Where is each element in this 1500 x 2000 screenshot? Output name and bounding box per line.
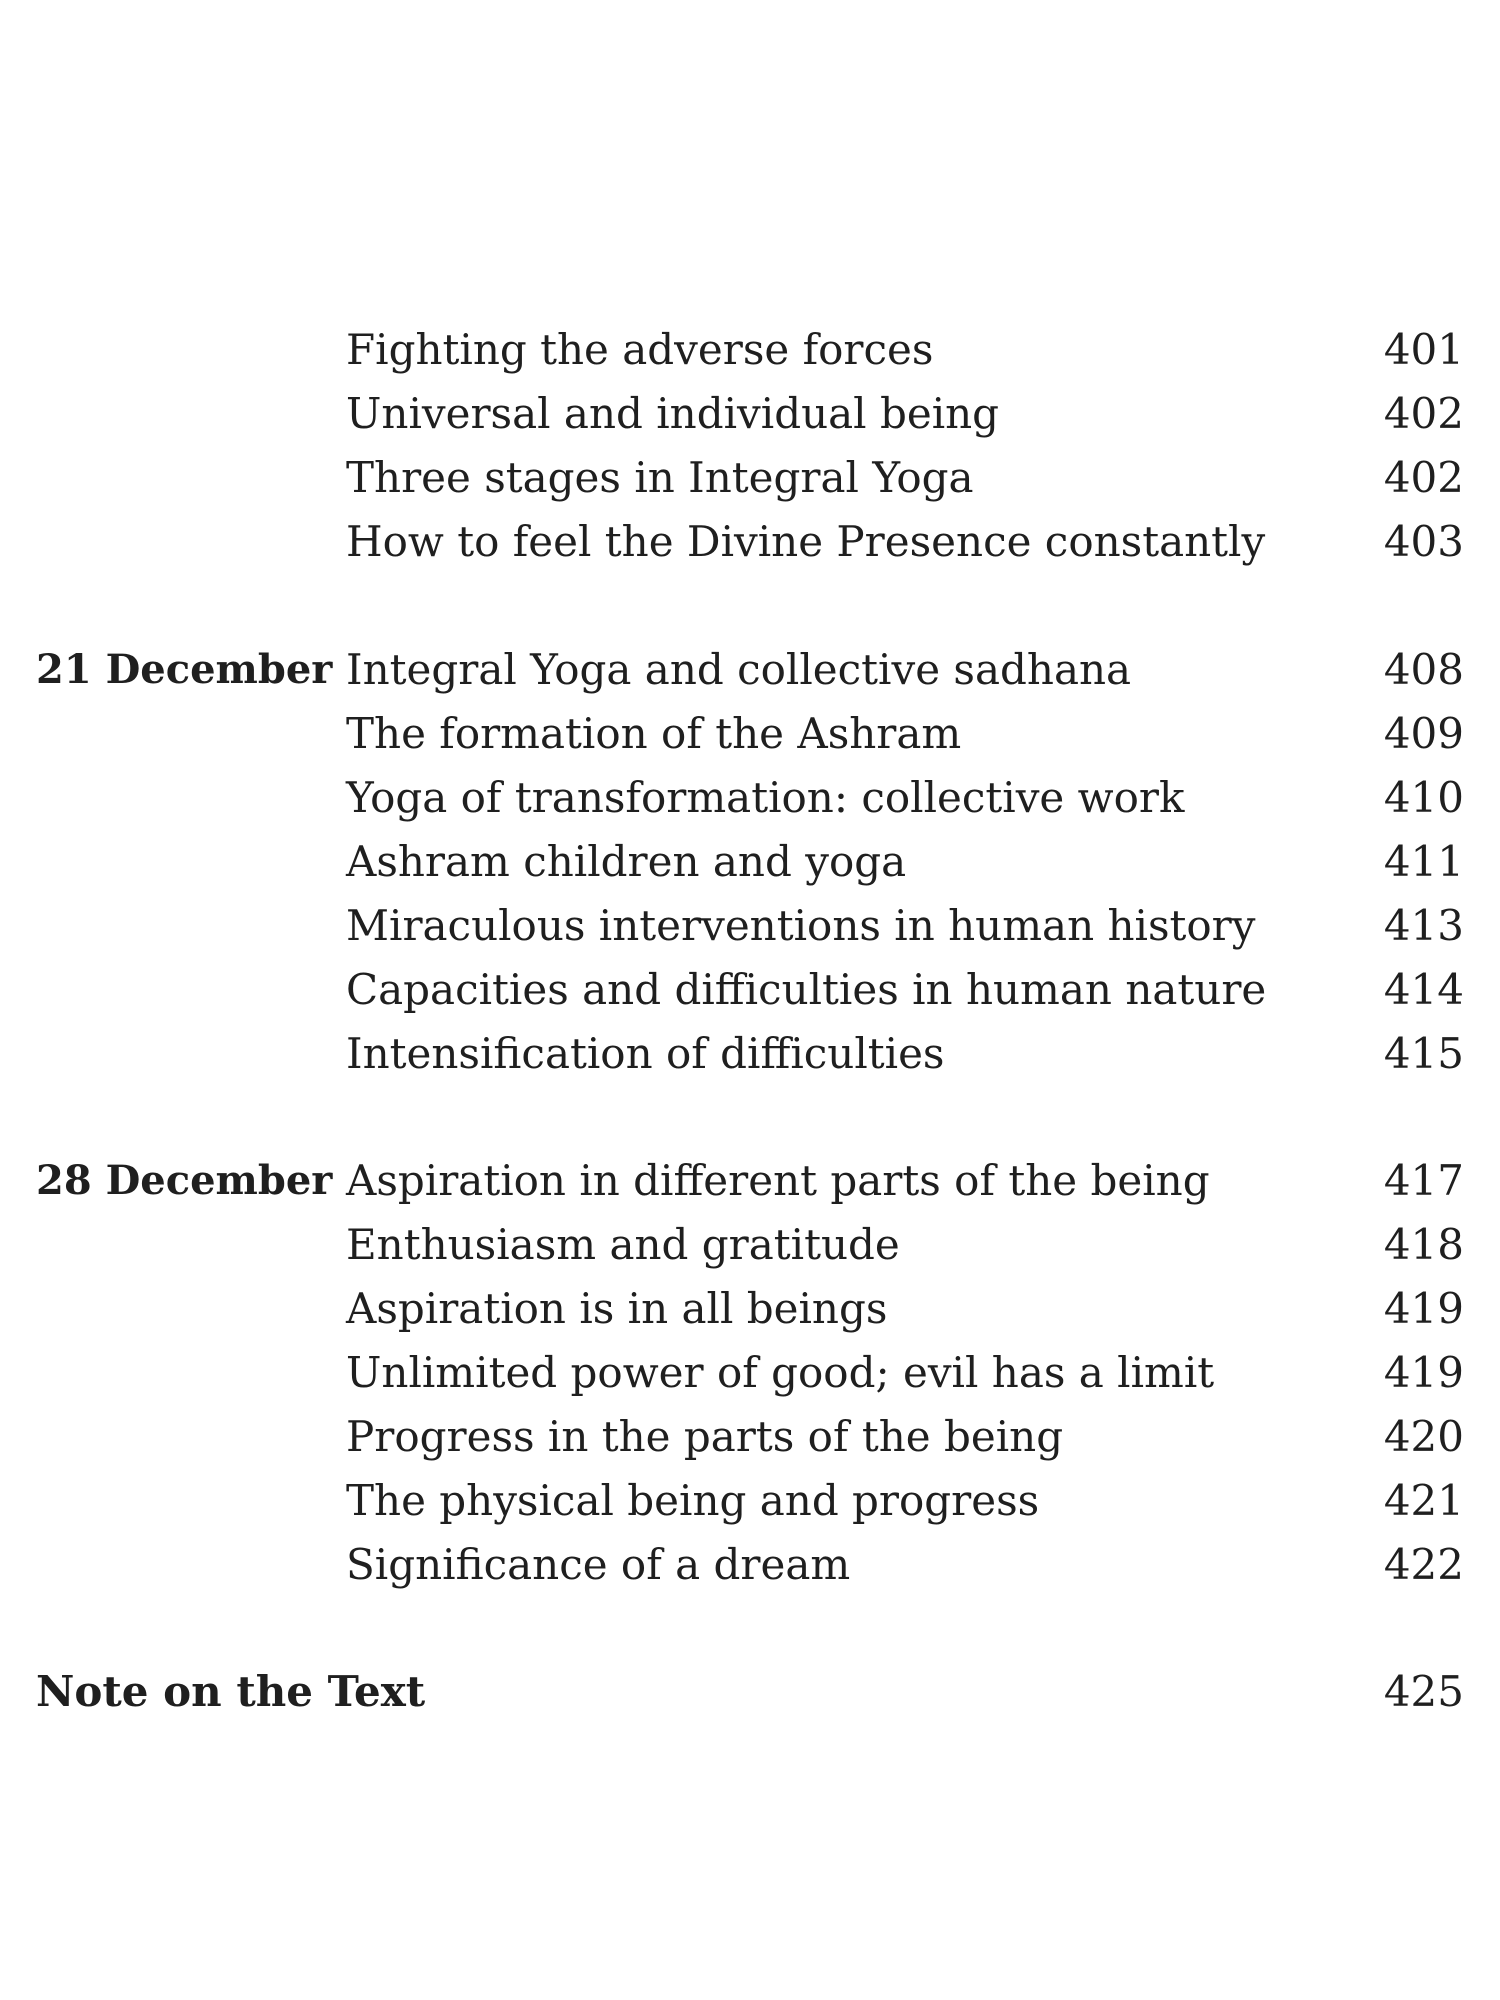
toc-entry (0, 318, 1500, 382)
section-date: 21 December (36, 646, 333, 693)
toc-note-title: Note on the Text (36, 1667, 426, 1716)
toc-entry-page: 409 (1383, 709, 1464, 758)
toc-entry-title: The physical being and progress (346, 1476, 1040, 1525)
toc-section (0, 638, 1500, 1086)
toc-entry (0, 382, 1500, 446)
toc-entry-page: 413 (1383, 901, 1464, 950)
toc-entry-title: Ashram children and yoga (346, 837, 907, 886)
toc-entry-title: Integral Yoga and collective sadhana (346, 645, 1132, 694)
toc-entry (0, 1533, 1500, 1597)
toc-entry-title: Aspiration in different parts of the being (346, 1156, 1210, 1205)
toc-entry (0, 1405, 1500, 1469)
toc-entry-page: 417 (1383, 1156, 1464, 1205)
toc-entry-page: 402 (1383, 453, 1464, 502)
toc-entry-page: 420 (1383, 1412, 1464, 1461)
toc-entry (0, 1022, 1500, 1086)
toc-entry (0, 830, 1500, 894)
toc-entry-page: 415 (1383, 1029, 1464, 1078)
toc-entry-page: 403 (1383, 517, 1464, 566)
toc-entry (0, 1469, 1500, 1533)
toc-section (0, 1149, 1500, 1597)
toc-entry (0, 894, 1500, 958)
toc-entry-title: The formation of the Ashram (346, 709, 962, 758)
toc-entry (0, 766, 1500, 830)
toc-entry-title: Miraculous interventions in human history (346, 901, 1256, 950)
toc-entry-title: Capacities and difficulties in human nature (346, 965, 1267, 1014)
toc-entry (0, 702, 1500, 766)
toc-entry-title: Significance of a dream (346, 1540, 851, 1589)
toc-entry-title: Fighting the adverse forces (346, 325, 934, 374)
toc-entry-page: 411 (1383, 837, 1464, 886)
toc-entry-page: 419 (1383, 1348, 1464, 1397)
toc-entry-title: Progress in the parts of the being (346, 1412, 1064, 1461)
toc-entry (0, 1277, 1500, 1341)
toc-entry-title: Aspiration is in all beings (346, 1284, 888, 1333)
toc-entry-title: Universal and individual being (346, 389, 1000, 438)
toc-entry (0, 446, 1500, 510)
toc-entry-page: 421 (1383, 1476, 1464, 1525)
toc-entry-title: Yoga of transformation: collective work (346, 773, 1185, 822)
toc-entry-title: Enthusiasm and gratitude (346, 1220, 900, 1269)
toc-entry-page: 418 (1383, 1220, 1464, 1269)
toc-entry (0, 1341, 1500, 1405)
section-date: 28 December (36, 1157, 333, 1204)
toc-entry (0, 638, 1500, 702)
toc-entry-title: Three stages in Integral Yoga (346, 453, 974, 502)
toc-entry (0, 510, 1500, 574)
toc-section (0, 318, 1500, 574)
toc-entry-page: 401 (1383, 325, 1464, 374)
toc-entry-page: 402 (1383, 389, 1464, 438)
toc-entry-title: How to feel the Divine Presence constantly (346, 517, 1266, 566)
toc-entry-title: Intensification of difficulties (346, 1029, 945, 1078)
toc-entry-page: 414 (1383, 965, 1464, 1014)
toc-note-page: 425 (1383, 1667, 1464, 1716)
toc-note-entry (0, 1660, 1500, 1724)
toc-entry (0, 1149, 1500, 1213)
toc-entry-page: 419 (1383, 1284, 1464, 1333)
toc-entry-page: 422 (1383, 1540, 1464, 1589)
toc-entry-page: 408 (1383, 645, 1464, 694)
toc-entry-title: Unlimited power of good; evil has a limit (346, 1348, 1215, 1397)
toc-entry (0, 1213, 1500, 1277)
toc-entry (0, 958, 1500, 1022)
toc-entry-page: 410 (1383, 773, 1464, 822)
